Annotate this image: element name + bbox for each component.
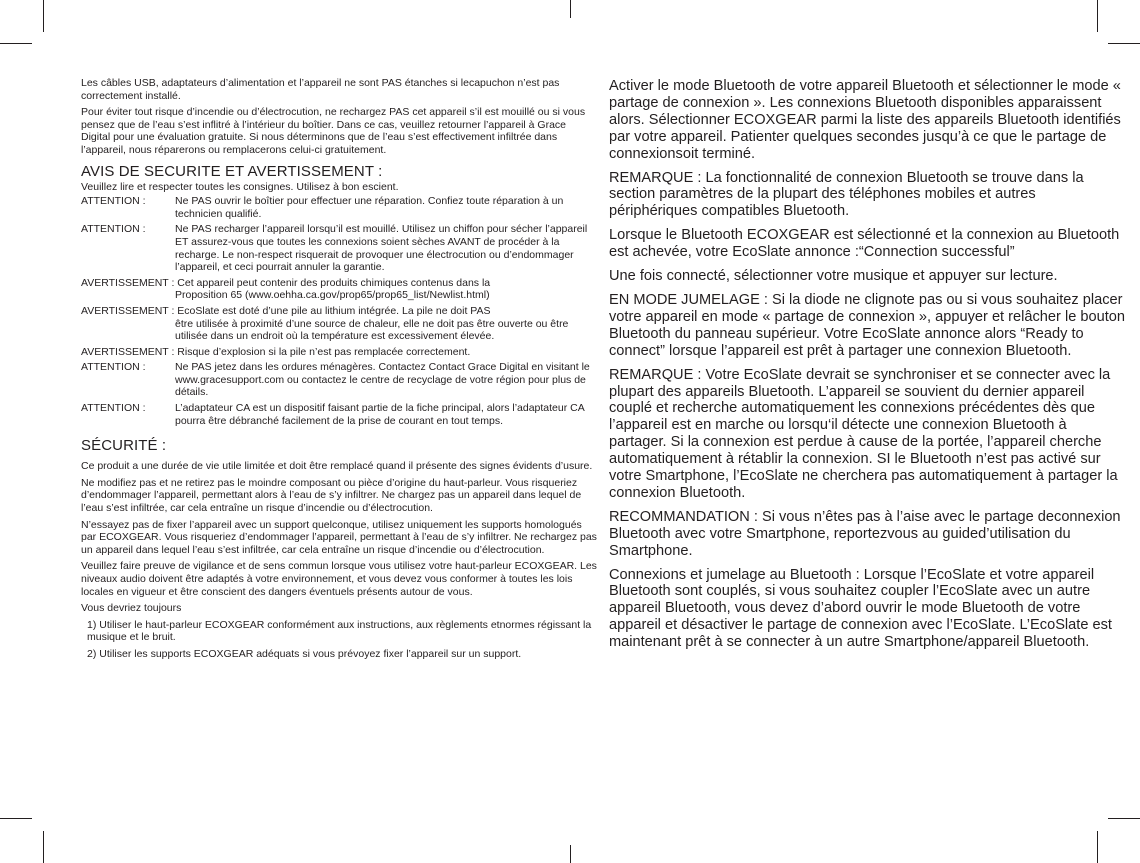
bluetooth-paragraph: REMARQUE : La fonctionnalité de connexion Bluetooth se trouve dans la section paramètres de la plupart des téléphones mobiles et autres périphériques compatibles Bluetooth. bbox=[609, 169, 1084, 220]
left-column bbox=[81, 77, 598, 665]
crop-mark-bottom-right-v bbox=[1097, 831, 1098, 863]
list-item: 1) Utiliser le haut-parleur ECOXGEAR conformément aux instructions, aux règlements etnormes régissant la musique et le bruit. bbox=[87, 618, 592, 644]
warning-continuation: Proposition 65 (www.oehha.ca.gov/prop65/prop65_list/Newlist.html) bbox=[175, 289, 490, 302]
crop-mark-bottom-right-h bbox=[1108, 818, 1140, 819]
securite-paragraph: Ce produit a une durée de vie utile limitée et doit être remplacé quand il présente des signes évidents d’usure. bbox=[81, 460, 593, 473]
caution-label: ATTENTION : bbox=[81, 195, 146, 208]
intro-paragraph: Pour éviter tout risque d’incendie ou d’électrocution, ne rechargez PAS cet appareil s’il est mouillé ou si vous pensez que de l’eau s’est inflitré à l’intérieur du boîtier. Dans ce cas, veuillez retourner l’appareil à Grace Digital pour une évaluation gratuite. Si nous déterminons que de l’eau s’est effectivement infiltrée dans l’appareil, nous réparerons ou remplacerons celui-ci gratuitement. bbox=[81, 106, 586, 156]
warning-notice bbox=[81, 305, 598, 343]
bluetooth-paragraph: REMARQUE : Votre EcoSlate devrait se synchroniser et se connecter avec la plupart des appareils Bluetooth. L’appareil se souvient du dernier appareil couplé et recherche automatiquement les connexions précédentes dès que l’appareil est en marche ou lorsqu‘il détecte une connexion Bluetooth à partager. Si la connexion est perdue à cause de la portée, l’appareil cherche automatiquement à rétablir la connexion. SI le Bluetooth n’est pas activé sur votre Smartphone, l’EcoSlate ne cherchera pas automatiquement à partager la connexion Bluetooth. bbox=[609, 366, 1118, 501]
securite-paragraph: Vous devriez toujours bbox=[81, 602, 182, 615]
warning-first-line: AVERTISSEMENT : Cet appareil peut contenir des produits chimiques contenus dans la bbox=[81, 276, 491, 289]
crop-mark-top-center bbox=[570, 0, 571, 18]
intro-paragraph: Les câbles USB, adaptateurs d’alimentation et l’appareil ne sont PAS étanches si lecapuchon n’est pas correctement installé. bbox=[81, 77, 560, 102]
bluetooth-paragraph: Une fois connecté, sélectionner votre musique et appuyer sur lecture. bbox=[609, 268, 1058, 285]
caution-label: ATTENTION : bbox=[81, 402, 146, 415]
safety-heading: AVIS DE SECURITE ET AVERTISSEMENT : bbox=[81, 162, 383, 180]
crop-mark-top-left-h bbox=[0, 43, 32, 44]
bluetooth-paragraph: EN MODE JUMELAGE : Si la diode ne clignote pas ou si vous souhaitez placer votre appareil en mode « partage de connexion », appuyer et relâcher le bouton Bluetooth du panneau supérieur. Votre EcoSlate annonce alors “Ready to connect” lorsque l’appareil est prêt à partager une connexion Bluetooth. bbox=[609, 291, 1125, 359]
warning-notice bbox=[81, 346, 598, 359]
securite-heading: SÉCURITÉ : bbox=[81, 437, 167, 455]
caution-notice bbox=[81, 195, 598, 220]
warning-notice bbox=[81, 277, 598, 302]
list-item: 2) Utiliser les supports ECOXGEAR adéquats si vous prévoyez fixer l’appareil sur un support. bbox=[87, 647, 522, 660]
crop-mark-bottom-left-v bbox=[43, 831, 44, 863]
right-column bbox=[609, 78, 1127, 658]
bluetooth-paragraph: Activer le mode Bluetooth de votre appareil Bluetooth et sélectionner le mode « partage de connexion ». Les connexions Bluetooth disponibles apparaissent alors. Sélectionner ECOXGEAR parmi la liste des appareils Bluetooth identifiés par votre appareil. Patienter quelques secondes jusqu’à ce que le partage de connexionsoit terminé. bbox=[609, 78, 1121, 162]
securite-paragraph: Ne modifiez pas et ne retirez pas le moindre composant ou pièce d’origine du haut-parleur. Vous risqueriez d’endommager l’appareil, permettant alors à l’eau de s’y infiltrer. Ne chargez pas un appareil dans lequel de l’eau s’est infiltrée, car cela entraîne un risque d’incendie ou d’électrocution. bbox=[81, 476, 582, 515]
bluetooth-paragraph: Lorsque le Bluetooth ECOXGEAR est sélectionné et la connexion au Bluetooth est achevée, votre EcoSlate annonce :“Connection successful” bbox=[609, 227, 1120, 261]
warning-first-line: AVERTISSEMENT : EcoSlate est doté d’une pile au lithium intégrée. La pile ne doit PAS bbox=[81, 304, 491, 317]
crop-mark-top-left-v bbox=[43, 0, 44, 32]
securite-paragraph: Veuillez faire preuve de vigilance et de sens commun lorsque vous utilisez votre haut-parleur ECOXGEAR. Les niveaux audio doivent être adaptés à votre environnement, et vous devez vous conformer à toutes les lois locales en vigueur et être conscient des dangers éventuels présents autour de vous. bbox=[81, 560, 597, 598]
securite-paragraph: N’essayez pas de fixer l’appareil avec un support quelconque, utilisez uniquement les supports homologués par ECOXGEAR. Vous risqueriez d’endommager l’appareil, permettant à l’eau de s’y infiltrer. Ne rechargez pas un appareil dans lequel l’eau s’est infiltrée, car cela entraîne un risque d’incendie ou d’électrocution. bbox=[81, 518, 597, 556]
crop-mark-top-right-v bbox=[1097, 0, 1098, 32]
bluetooth-paragraph: RECOMMANDATION : Si vous n’êtes pas à l’aise avec le partage deconnexion Bluetooth avec votre Smartphone, reportezvous au guided’utilisation du Smartphone. bbox=[609, 508, 1121, 559]
caution-text: L’adaptateur CA est un dispositif faisant partie de la fiche principal, alors l’adaptateur CA pourra être débranché facilement de la prise de courant en tout temps. bbox=[175, 402, 585, 427]
caution-notice bbox=[81, 402, 598, 427]
caution-notice bbox=[81, 361, 598, 399]
bluetooth-paragraph: Connexions et jumelage au Bluetooth : Lorsque l’EcoSlate et votre appareil Bluetooth sont couplés, si vous souhaitez coupler l’EcoSlate avec un autre appareil Bluetooth, vous devez d’abord ouvrir le mode Bluetooth de votre appareil et désactiver le partage de connexion avec l’EcoSlate. L’EcoSlate est maintenant prêt à se connecter à un autre Smartphone/appareil Bluetooth. bbox=[609, 566, 1112, 651]
caution-text: Ne PAS ouvrir le boîtier pour effectuer une réparation. Confiez toute réparation à un technicien qualifié. bbox=[175, 195, 564, 220]
crop-mark-bottom-left-h bbox=[0, 818, 32, 819]
crop-mark-top-right-h bbox=[1108, 43, 1140, 44]
warning-first-line: AVERTISSEMENT : Risque d’explosion si la pile n’est pas remplacée correctement. bbox=[81, 345, 471, 358]
caution-text: Ne PAS recharger l’appareil lorsqu’il est mouillé. Utilisez un chiffon pour sécher l’appareil ET assurez-vous que toutes les connexions soient sèches AVANT de procéder à la recharge. Le non-respect risquerait de provoquer une électrocution ou d’endommager l’appareil, et ceci pourrait annuler la garantie. bbox=[175, 223, 588, 274]
warning-continuation: être utilisée à proximité d’une source de chaleur, elle ne doit pas être ouverte ou être utilisée dans un endroit où la température est excessivement élevée. bbox=[175, 317, 569, 343]
caution-label: ATTENTION : bbox=[81, 223, 146, 236]
safety-subtitle: Veuillez lire et respecter toutes les consignes. Utilisez à bon escient. bbox=[81, 180, 399, 193]
caution-label: ATTENTION : bbox=[81, 361, 146, 374]
caution-notice bbox=[81, 223, 598, 273]
caution-text: Ne PAS jetez dans les ordures ménagères. Contactez Contact Grace Digital en visitant le www.gracesupport.com ou contactez le centre de recyclage de votre région pour plus de détails. bbox=[175, 361, 590, 399]
crop-mark-bottom-center bbox=[570, 845, 571, 863]
